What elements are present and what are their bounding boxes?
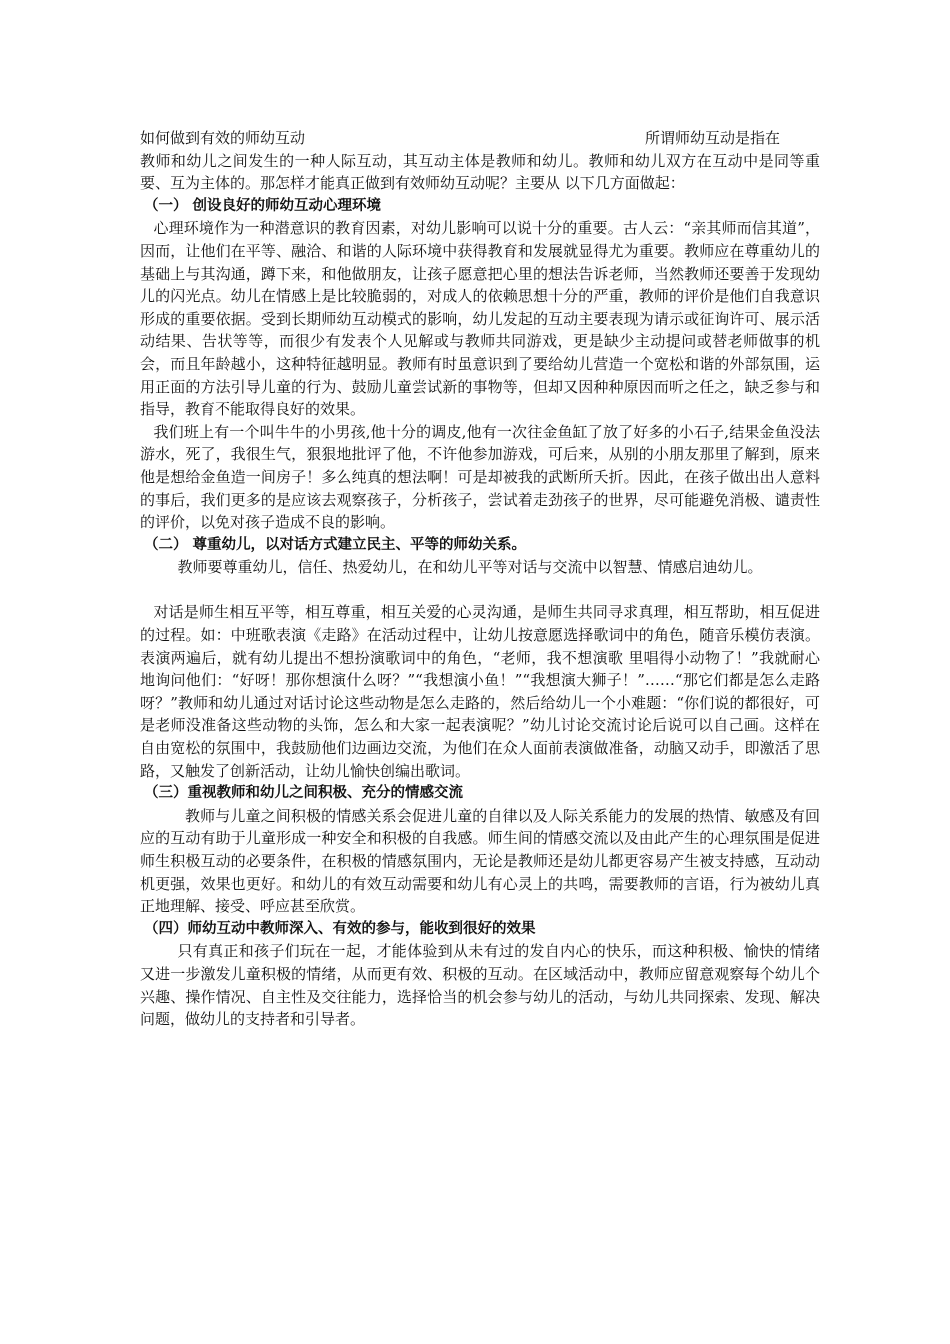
document-title: 如何做到有效的师幼互动: [140, 129, 306, 147]
section2-paragraph-2: 对话是师生相互平等，相互尊重，相互关爱的心灵沟通，是师生共同寻求真理，相互帮助，相互促进的过程。如：中班歌表演《走路》在活动过程中，让幼儿按意愿选择歌词中的角色，随音乐模仿表演。表演两遍后，就有幼儿提出不想扮演歌词中的角色，“老师，我不想演歌 里唱得小动物了！”我就耐心地询问他们：“好呀！那你想演什么呀？”“我想演小鱼！”“我想演大狮子！”……“那它们都是怎么走路呀？”教师和幼儿通过对话讨论这些动物是怎么走路的，然后给幼儿一个小难题：“你们说的都很好，可是老师没准备这些动物的头饰，怎么和大家一起表演呢？”幼儿讨论交流讨论后说可以自己画。这样在自由宽松的氛围中，我鼓励他们边画边交流，为他们在众人面前表演做准备，动脑又动手，即激活了思路，又触发了创新活动，让幼儿愉快创编出歌词。: [140, 603, 820, 780]
section-heading-2: （二） 尊重幼儿，以对话方式建立民主、平等的师幼关系。: [144, 536, 527, 553]
section4-paragraph-1: 只有真正和孩子们玩在一起，才能体验到从未有过的发自内心的快乐，而这种积极、愉快的情绪又进一步激发儿童积极的情绪，从而更有效、积极的互动。在区域活动中，教师应留意观察每个幼儿个兴趣、操作情况、自主性及交往能力，选择恰当的机会参与幼儿的活动，与幼儿共同探索、发现、解决问题，做幼儿的支持者和引导者。: [140, 942, 820, 1029]
section-heading-3: （三）重视教师和幼儿之间积极、充分的情感交流: [144, 785, 463, 802]
section1-paragraph-1: 心理环境作为一种潜意识的教育因素，对幼儿影响可以说十分的重要。古人云：“亲其师而信其道”，因而，让他们在平等、融洽、和谐的人际环境中获得教育和发展就显得尤为重要。教师应在尊重幼儿的基础上与其沟通，蹲下来，和他做朋友，让孩子愿意把心里的想法告诉老师，当然教师还要善于发现幼儿的闪光点。幼儿在情感上是比较脆弱的，对成人的依赖思想十分的严重，教师的评价是他们自我意识形成的重要依据。受到长期师幼互动模式的影响，幼儿发起的互动主要表现为请示或征询许可、展示活动结果、告状等等，而很少有发表个人见解或与教师共同游戏，更是缺少主动提问或替老师做事的机会，而且年龄越小，这种特征越明显。教师有时虽意识到了要给幼儿营造一个宽松和谐的外部氛围，运用正面的方法引导儿童的行为、鼓励儿童尝试新的事物等，但却又因种种原因而听之任之，缺乏参与和指导，教育不能取得良好的效果。: [140, 219, 820, 419]
title-line: [140, 127, 820, 150]
section3-paragraph-1: 教师与儿童之间积极的情感关系会促进儿童的自律以及人际关系能力的发展的热情、敏感及有回应的互动有助于儿童形成一种安全和积极的自我感。师生间的情感交流以及由此产生的心理氛围是促进师生积极互动的必要条件，在积极的情感氛围内，无论是教师还是幼儿都更容易产生被支持感，互动动机更强，效果也更好。和幼儿的有效互动需要和幼儿有心灵上的共鸣，需要教师的言语，行为被幼儿真正地理解、接受、呼应甚至欣赏。: [140, 806, 820, 916]
title-continuation: 所谓师幼互动是指在: [645, 129, 781, 147]
section1-paragraph-2: 我们班上有一个叫牛牛的小男孩,他十分的调皮,他有一次往金鱼缸了放了好多的小石子,结果金鱼没法游水，死了，我很生气，狠狠地批评了他，不许他参加游戏，可后来，从别的小朋友那里了解到，原来他是想给金鱼造一间房子！多么纯真的想法啊！可是却被我的武断所夭折。因此，在孩子做出出人意料的事后，我们更多的是应该去观察孩子，分析孩子，尝试着走劲孩子的世界，尽可能避免消极、谴责性的评价，以免对孩子造成不良的影响。: [140, 422, 820, 532]
section-heading-4: （四）师幼互动中教师深入、有效的参与，能收到很好的效果: [144, 920, 536, 937]
section-heading-1: （一） 创设良好的师幼互动心理环境: [144, 197, 382, 214]
document-body: [140, 127, 820, 1031]
blank-line: [140, 579, 820, 602]
intro-paragraph: 教师和幼儿之间发生的一种人际互动，其互动主体是教师和幼儿。教师和幼儿双方在互动中是同等重要、互为主体的。那怎样才能真正做到有效师幼互动呢？主要从 以下几方面做起：: [140, 151, 820, 193]
section2-paragraph-1: 教师要尊重幼儿，信任、热爱幼儿，在和幼儿平等对话与交流中以智慧、情感启迪幼儿。: [177, 558, 763, 577]
